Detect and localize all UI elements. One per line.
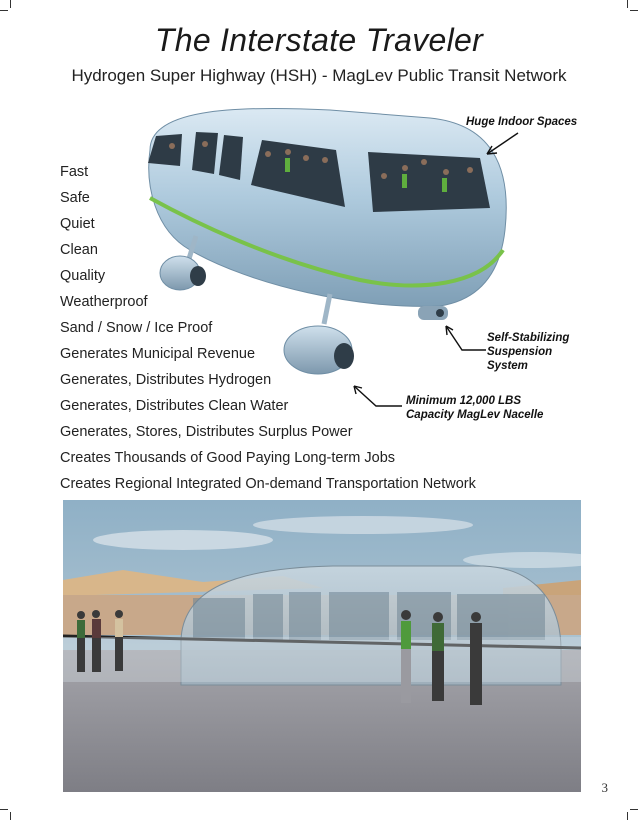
callout-line: System	[487, 360, 528, 372]
arrow-indoor	[487, 133, 518, 154]
feature-list	[60, 162, 476, 500]
feature-item: Weatherproof	[60, 294, 148, 310]
crop-mark	[630, 809, 638, 810]
feature-item: Fast	[60, 164, 89, 180]
page-subtitle: Hydrogen Super Highway (HSH) - MagLev Public Transit Network	[71, 66, 567, 85]
crop-mark	[10, 812, 11, 820]
station-render-photo	[63, 500, 581, 792]
callout-nacelle	[406, 394, 543, 422]
feature-item: Generates, Distributes Hydrogen	[60, 372, 272, 388]
callout-indoor-spaces: Huge Indoor Spaces	[466, 116, 578, 128]
feature-item: Quiet	[60, 216, 95, 232]
page-title: The Interstate Traveler	[154, 22, 484, 58]
callout-line: Self-Stabilizing	[487, 332, 570, 344]
feature-item: Clean	[60, 242, 98, 258]
feature-item: Sand / Snow / Ice Proof	[60, 320, 213, 336]
callout-suspension	[487, 331, 569, 373]
feature-item: Generates, Distributes Clean Water	[60, 398, 289, 414]
callout-line: Suspension	[487, 346, 553, 358]
crop-mark	[0, 809, 8, 810]
callout-line: Minimum 12,000 LBS	[406, 395, 522, 407]
feature-item: Creates Thousands of Good Paying Long-term Jobs	[60, 450, 396, 466]
station-scene	[63, 500, 581, 792]
feature-item: Quality	[60, 268, 106, 284]
crop-mark	[627, 812, 628, 820]
feature-item: Safe	[60, 190, 90, 206]
feature-item: Generates, Stores, Distributes Surplus Power	[60, 424, 353, 440]
feature-item: Generates Municipal Revenue	[60, 346, 256, 362]
callout-line: Capacity MagLev Nacelle	[406, 409, 544, 421]
feature-item: Creates Regional Integrated On-demand Transportation Network	[60, 476, 476, 492]
page-number: 3	[601, 780, 608, 795]
